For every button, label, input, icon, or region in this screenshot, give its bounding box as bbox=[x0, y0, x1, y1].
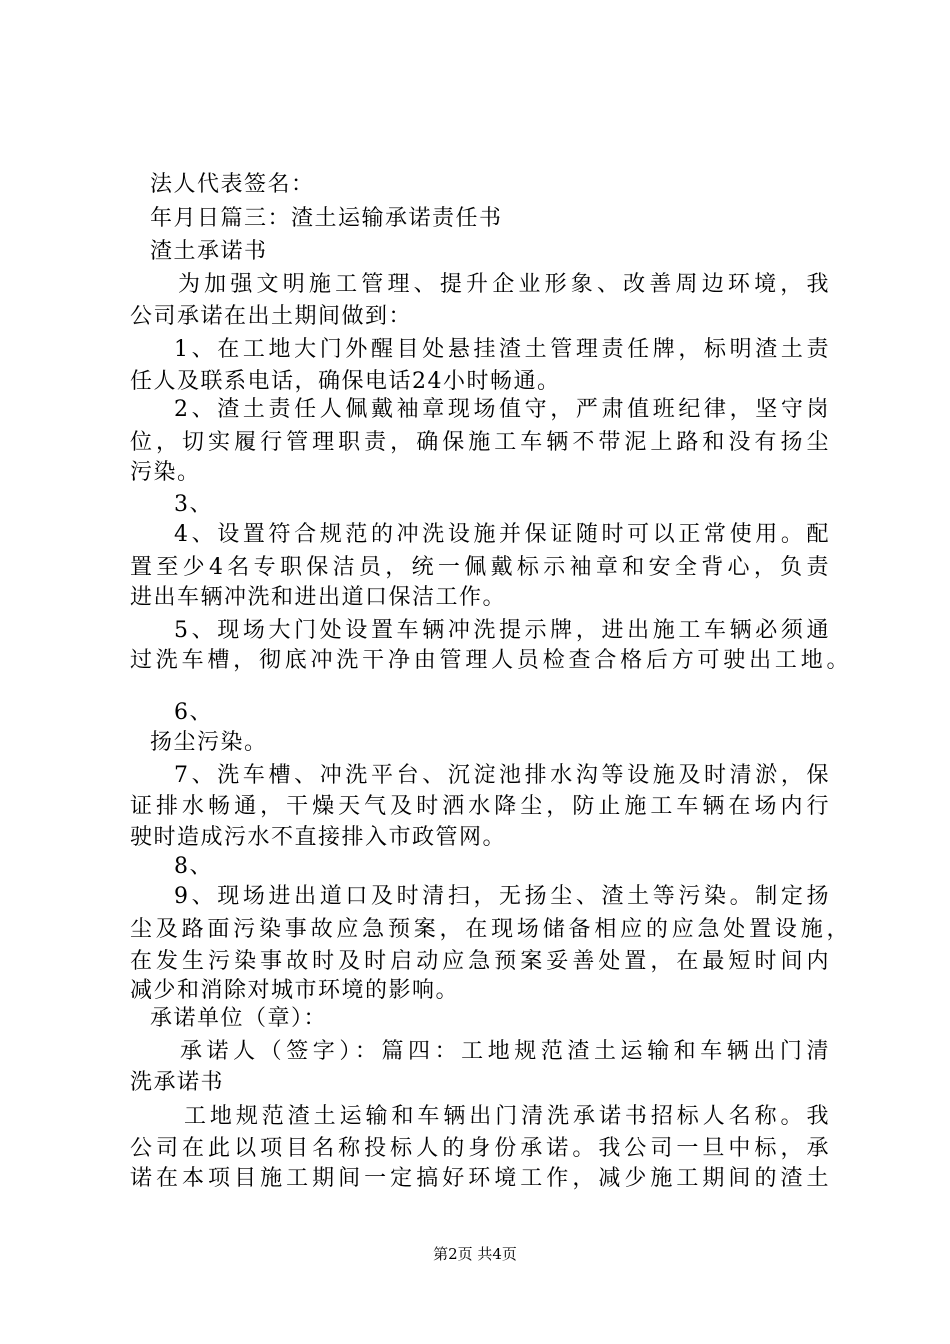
text-line: 过洗车槽，彻底冲洗干净由管理人员检查合格后方可驶出工地。 bbox=[130, 648, 850, 673]
text-line: 洗承诺书 bbox=[130, 1070, 225, 1095]
text-line: 3、 bbox=[174, 492, 213, 517]
text-line: 驶时造成污水不直接排入市政管网。 bbox=[130, 825, 507, 850]
text-line: 任人及联系电话，确保电话24小时畅通。 bbox=[130, 369, 561, 394]
text-line: 污染。 bbox=[130, 460, 201, 485]
text-line: 公司承诺在出土期间做到： bbox=[130, 304, 413, 329]
text-line: 为加强文明施工管理、提升企业形象、改善周边环境，我 bbox=[178, 272, 830, 297]
text-line: 扬尘污染。 bbox=[150, 730, 268, 755]
text-line: 9、现场进出道口及时清扫，无扬尘、渣土等污染。制定扬 bbox=[174, 884, 830, 909]
text-line: 6、 bbox=[174, 700, 213, 725]
text-line: 证排水畅通，干燥天气及时洒水降尘，防止施工车辆在场内行 bbox=[130, 794, 830, 819]
text-line: 承诺人（签字）：篇四：工地规范渣土运输和车辆出门清 bbox=[180, 1039, 830, 1064]
text-line: 置至少4名专职保洁员，统一佩戴标示袖章和安全背心，负责 bbox=[130, 555, 830, 580]
text-line: 5、现场大门处设置车辆冲洗提示牌，进出施工车辆必须通 bbox=[174, 618, 830, 643]
text-line: 位，切实履行管理职责，确保施工车辆不带泥上路和没有扬尘 bbox=[130, 430, 830, 455]
text-line: 渣土承诺书 bbox=[150, 239, 268, 264]
page-number-footer: 第2页 共4页 bbox=[433, 1245, 517, 1263]
text-line: 2、渣土责任人佩戴袖章现场值守，严肃值班纪律，坚守岗 bbox=[174, 397, 830, 422]
text-line: 法人代表签名： bbox=[150, 172, 315, 197]
text-line: 1、在工地大门外醒目处悬挂渣土管理责任牌，标明渣土责 bbox=[174, 337, 830, 362]
text-line: 年月日篇三：渣土运输承诺责任书 bbox=[150, 206, 503, 231]
text-line: 8、 bbox=[174, 854, 213, 879]
text-line: 承诺单位（章）： bbox=[150, 1006, 328, 1031]
text-line: 在发生污染事故时及时启动应急预案妥善处置，在最短时间内 bbox=[130, 949, 830, 974]
text-line: 工地规范渣土运输和车辆出门清洗承诺书招标人名称。我 bbox=[184, 1104, 830, 1129]
text-line: 尘及路面污染事故应急预案，在现场储备相应的应急处置设施， bbox=[130, 917, 850, 942]
text-line: 减少和消除对城市环境的影响。 bbox=[130, 978, 460, 1003]
text-line: 诺在本项目施工期间一定搞好环境工作，减少施工期间的渣土 bbox=[130, 1166, 830, 1191]
text-line: 公司在此以项目名称投标人的身份承诺。我公司一旦中标，承 bbox=[130, 1136, 830, 1161]
text-line: 7、洗车槽、冲洗平台、沉淀池排水沟等设施及时清淤，保 bbox=[174, 763, 830, 788]
text-line: 进出车辆冲洗和进出道口保洁工作。 bbox=[130, 585, 507, 610]
text-line: 4、设置符合规范的冲洗设施并保证随时可以正常使用。配 bbox=[174, 522, 830, 547]
